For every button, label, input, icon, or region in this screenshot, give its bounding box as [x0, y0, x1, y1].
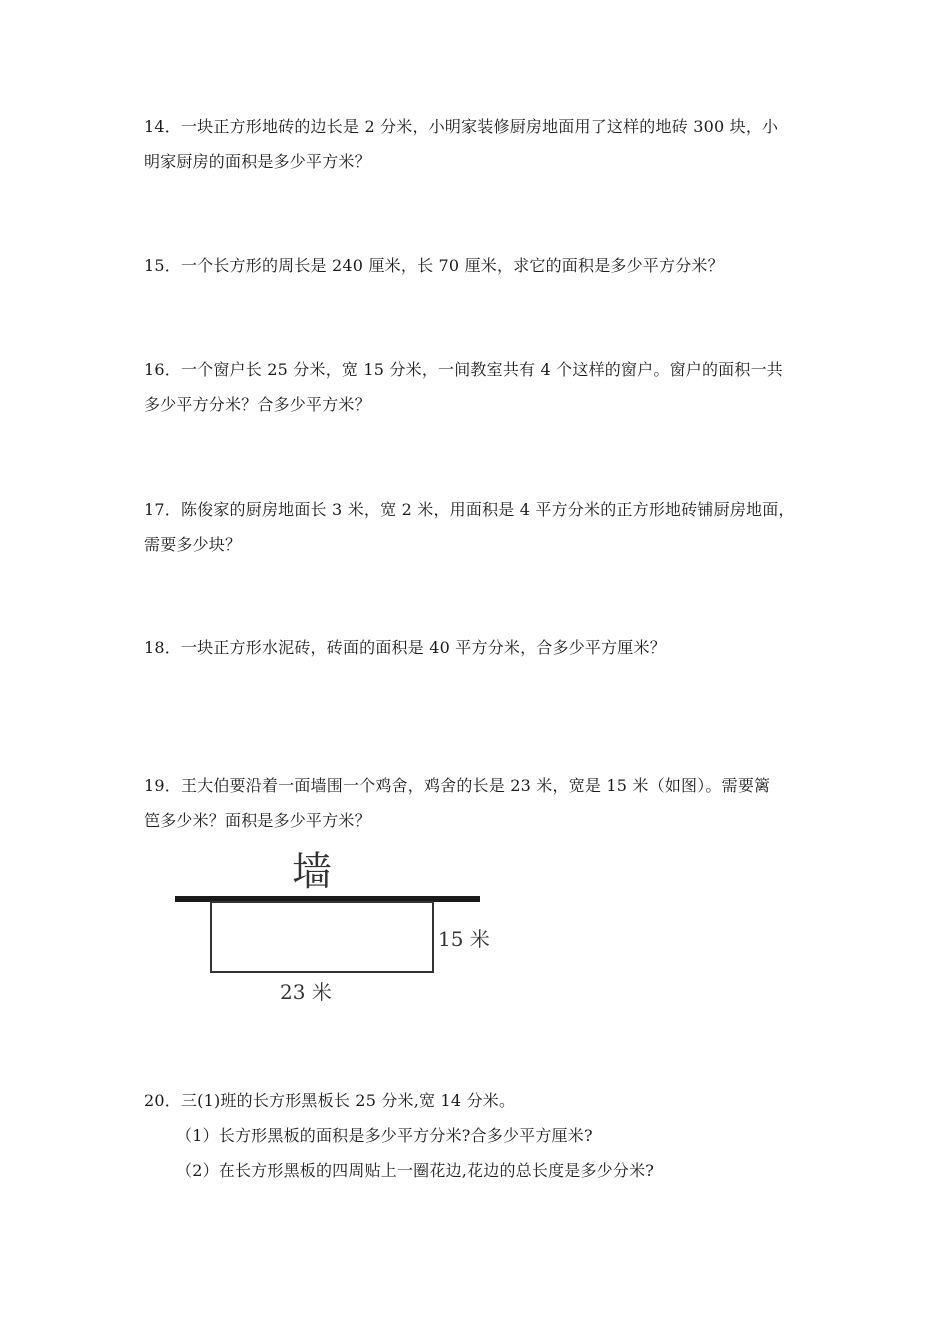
- question-20-part-2: （2）在长方形黑板的四周贴上一圈花边,花边的总长度是多少分米?: [176, 1161, 655, 1180]
- question-14-line-1: 14．一块正方形地砖的边长是 2 分米，小明家装修厨房地面用了这样的地砖 300 块，小: [144, 117, 779, 136]
- question-20: [144, 1083, 812, 1188]
- question-20-line-1: 20．三(1)班的长方形黑板长 25 分米,宽 14 分米。: [144, 1091, 516, 1110]
- coop-rectangle: [211, 902, 433, 972]
- question-19-line-1: 19．王大伯要沿着一面墙围一个鸡舍，鸡舍的长是 23 米，宽是 15 米（如图）。需要篱: [144, 776, 771, 795]
- length-label: 23 米: [280, 980, 332, 1004]
- question-15: [144, 248, 812, 283]
- question-16-line-2: 多少平方分米？合多少平方米？: [144, 395, 371, 414]
- question-17: [144, 492, 812, 562]
- question-18: [144, 630, 812, 665]
- question-20-part-1: （1）长方形黑板的面积是多少平方分米?合多少平方厘米?: [176, 1126, 593, 1145]
- width-label: 15 米: [438, 927, 490, 951]
- question-17-line-1: 17．陈俊家的厨房地面长 3 米，宽 2 米，用面积是 4 平方分米的正方形地砖铺厨房地面，: [144, 500, 795, 519]
- question-14-line-2: 明家厨房的面积是多少平方米？: [144, 152, 371, 171]
- question-16-line-1: 16．一个窗户长 25 分米，宽 15 分米，一间教室共有 4 个这样的窗户。窗户的面积一共: [144, 360, 783, 379]
- question-15-line-1: 15．一个长方形的周长是 240 厘米，长 70 厘米，求它的面积是多少平方分米？: [144, 256, 724, 275]
- question-18-line-1: 18．一块正方形水泥砖，砖面的面积是 40 平方分米，合多少平方厘米？: [144, 638, 666, 657]
- question-17-line-2: 需要多少块？: [144, 535, 242, 554]
- question-19: [144, 768, 812, 838]
- coop-diagram: [170, 845, 530, 1015]
- chicken-coop-figure: [170, 845, 530, 1019]
- question-19-line-2: 笆多少米？面积是多少平方米？: [144, 811, 371, 830]
- question-14: [144, 109, 812, 179]
- question-16: [144, 352, 812, 422]
- wall-label: 墙: [292, 849, 332, 895]
